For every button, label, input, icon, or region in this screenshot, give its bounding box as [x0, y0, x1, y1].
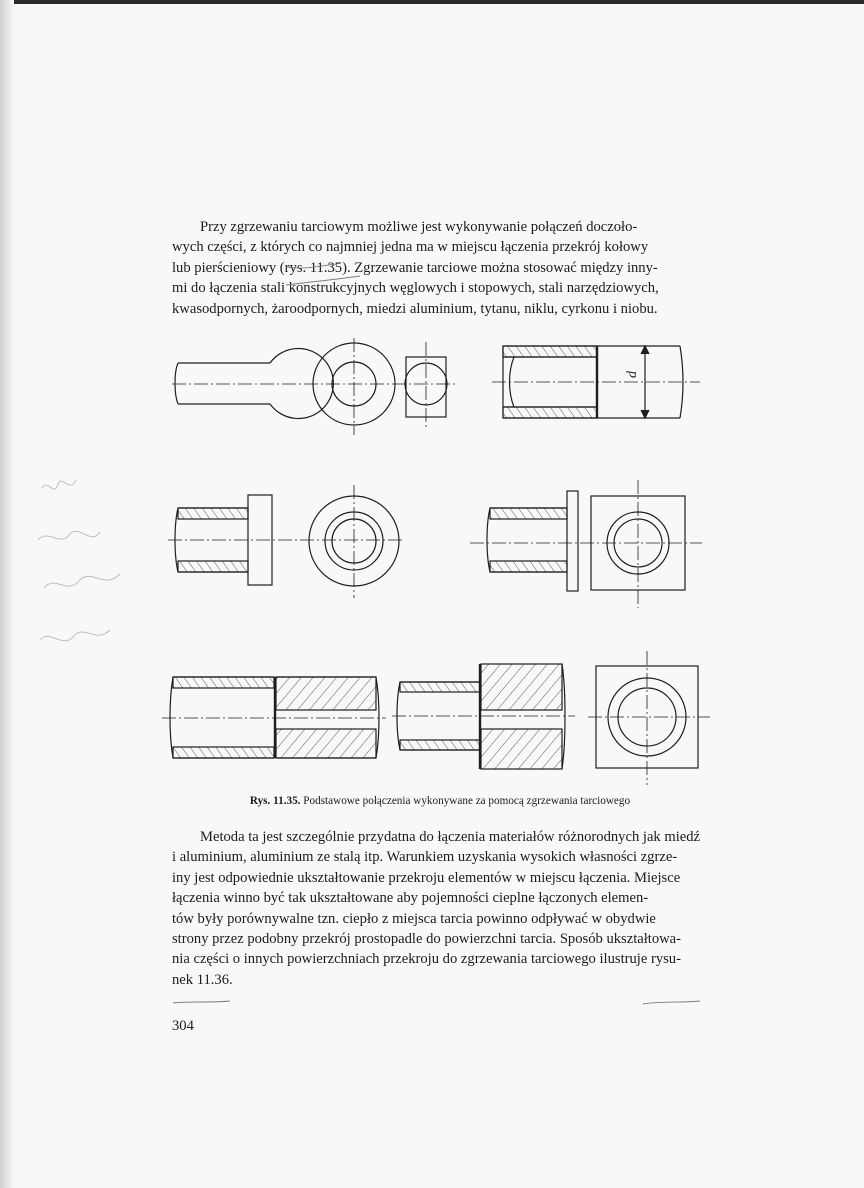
paragraph-line: strony przez podobny przekrój prostopadle do powierzchni tarcia. Sposób ukształtowa-: [172, 931, 682, 948]
paragraph-line: łączenia winno być tak ukształtowane aby pojemności cieplne łączonych elemen-: [172, 890, 649, 907]
page-number: 304: [172, 1018, 194, 1034]
bar-with-round-head: [175, 348, 333, 418]
tube-with-plate: [487, 491, 578, 591]
paragraph-line: iny jest odpowiednie ukształtowanie przekroju elementów w miejscu łączenia. Miejsce: [172, 869, 681, 886]
paragraph-line: nia części o innych powierzchniach przekroju do zgrzewania tarciowego ilustruje rysu-: [172, 951, 681, 968]
paragraph-line: Przy zgrzewaniu tarciowym możliwe jest wykonywanie połączeń doczoło-: [200, 219, 638, 235]
tube-to-ring-joint: [170, 677, 379, 758]
paragraph-line: lub pierścieniowy (rys. 11.35). Zgrzewanie tarciowe można stosować między inny-: [172, 259, 658, 276]
paragraph-2: [172, 827, 708, 990]
paragraph-line: Metoda ta jest szczególnie przydatna do łączenia materiałów różnorodnych jak miedź: [200, 829, 701, 845]
margin-scribbles: [38, 480, 120, 641]
caption-label: Rys. 11.35.: [249, 795, 301, 807]
paragraph-line: kwasodpornych, żaroodpornych, miedzi aluminium, tytanu, niklu, cyrkonu i niobu.: [172, 300, 658, 317]
paragraph-line: mi do łączenia stali konstrukcyjnych węglowych i stopowych, stali narzędziowych,: [172, 280, 659, 297]
stepped-joint: [397, 664, 565, 769]
paragraph-line: i aluminium, aluminium ze stalą itp. Warunkiem uzyskania wysokich własności zgrze-: [172, 849, 678, 866]
paragraph-line: nek 11.36.: [172, 971, 233, 988]
paragraph-line: tów były porównywalne tzn. ciepło z miejsca tarcia powinno odpływać w obydwie: [172, 910, 656, 927]
dimension-label-d: d: [625, 371, 640, 378]
caption-text: Podstawowe połączenia wykonywane za pomocą zgrzewania tarciowego: [300, 795, 631, 807]
paragraph-line: wych części, z których co najmniej jedna ma w miejscu łączenia przekrój kołowy: [172, 239, 649, 256]
figure-caption: [172, 795, 708, 807]
